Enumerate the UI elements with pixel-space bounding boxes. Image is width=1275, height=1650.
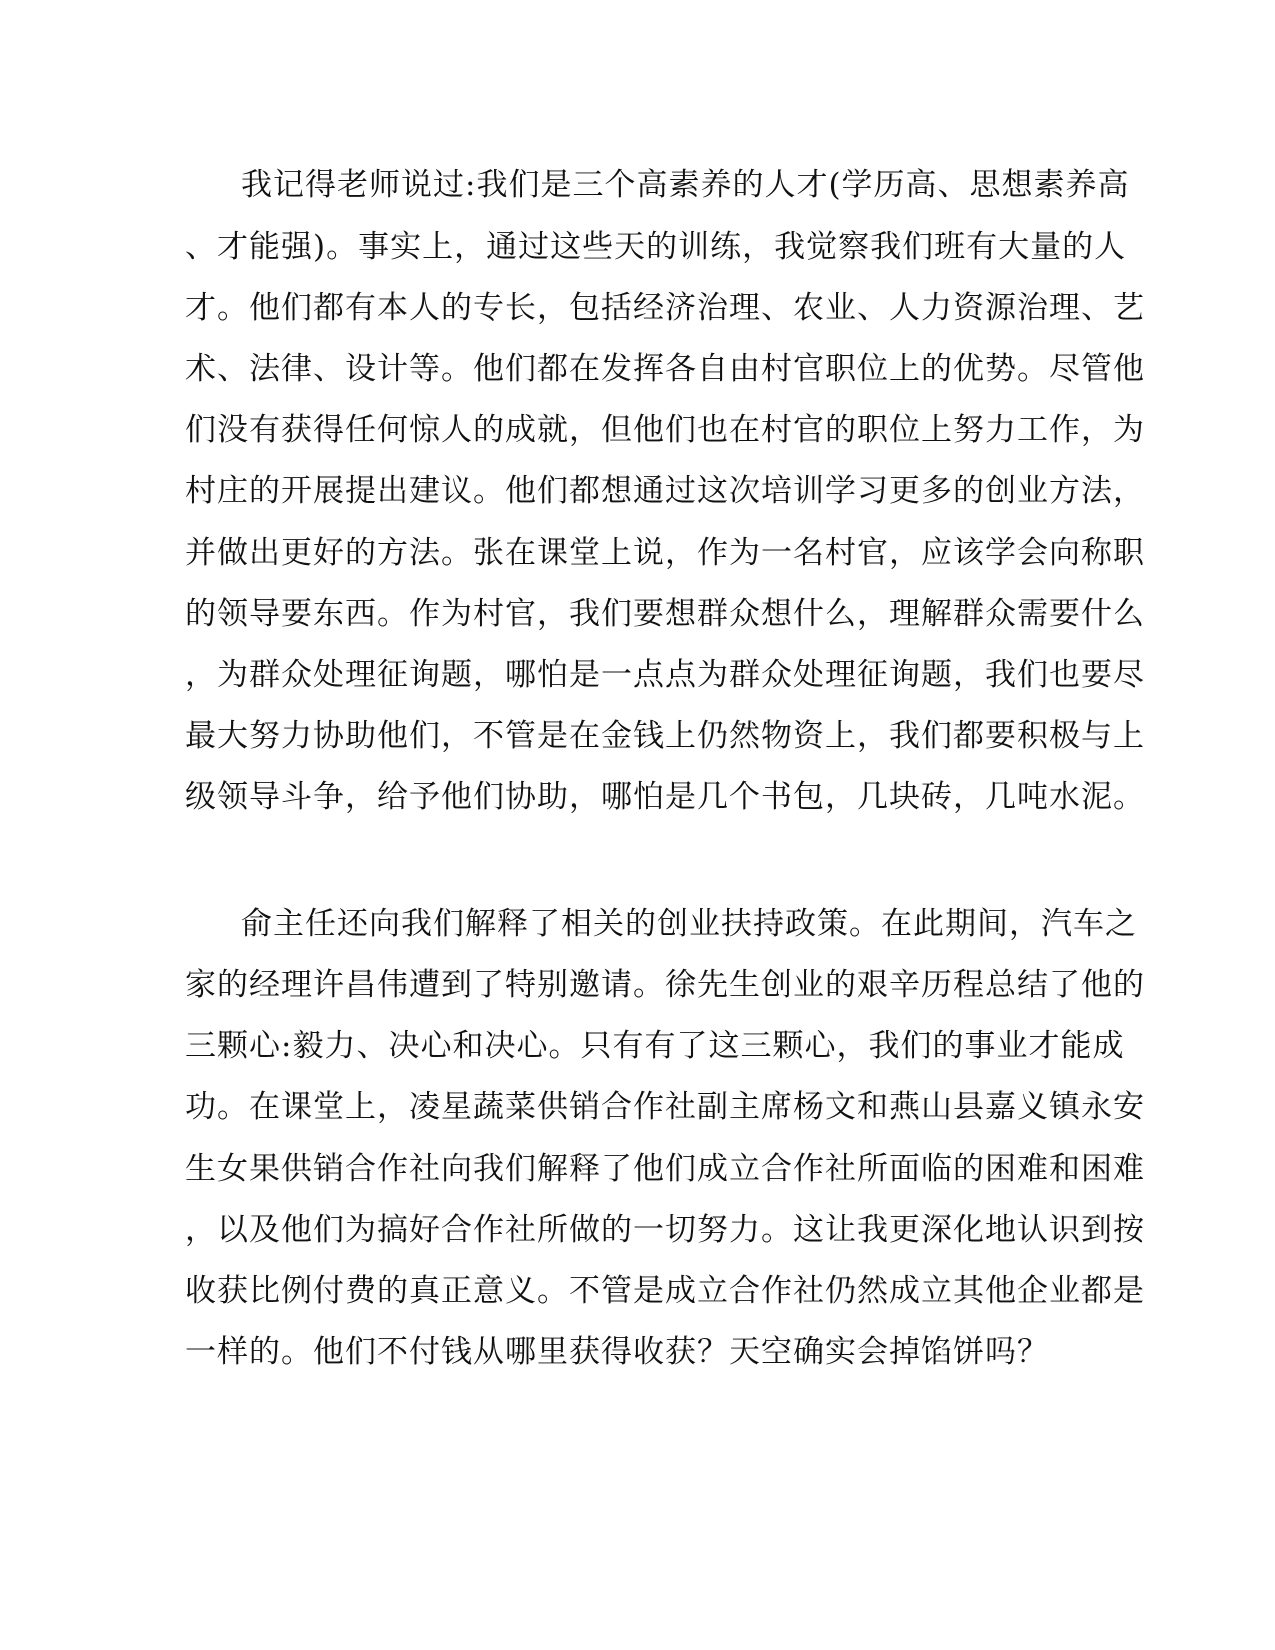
paragraph-line: 最大努力协助他们，不管是在金钱上仍然物资上，我们都要积极与上 bbox=[185, 718, 1145, 754]
paragraph-line: 并做出更好的方法。张在课堂上说，作为一名村官，应该学会向称职 bbox=[185, 535, 1145, 571]
paragraph-line: 三颗心:毅力、决心和决心。只有有了这三颗心，我们的事业才能成 bbox=[185, 1028, 1125, 1064]
paragraph-line: 收获比例付费的真正意义。不管是成立合作社仍然成立其他企业都是 bbox=[185, 1273, 1145, 1309]
paragraph-line: 术、法律、设计等。他们都在发挥各自由村官职位上的优势。尽管他 bbox=[185, 351, 1145, 387]
paragraph-line: 村庄的开展提出建议。他们都想通过这次培训学习更多的创业方法， bbox=[185, 473, 1145, 509]
paragraph-line: 的领导要东西。作为村官，我们要想群众想什么，理解群众需要什么 bbox=[185, 596, 1145, 632]
paragraph-line: 功。在课堂上，凌星蔬菜供销合作社副主席杨文和燕山县嘉义镇永安 bbox=[185, 1089, 1145, 1125]
paragraph-line: 俞主任还向我们解释了相关的创业扶持政策。在此期间，汽车之 bbox=[241, 906, 1137, 942]
paragraph-line: 级领导斗争，给予他们协助，哪怕是几个书包，几块砖，几吨水泥。 bbox=[185, 779, 1145, 815]
paragraph-line: 家的经理许昌伟遭到了特别邀请。徐先生创业的艰辛历程总结了他的 bbox=[185, 967, 1145, 1003]
paragraph-line: 才。他们都有本人的专长，包括经济治理、农业、人力资源治理、艺 bbox=[185, 290, 1145, 326]
paragraph-line: 们没有获得任何惊人的成就，但他们也在村官的职位上努力工作，为 bbox=[185, 412, 1145, 448]
paragraph-line: 一样的。他们不付钱从哪里获得收获？天空确实会掉馅饼吗？ bbox=[185, 1334, 1049, 1370]
paragraph-line: ，以及他们为搞好合作社所做的一切努力。这让我更深化地认识到按 bbox=[185, 1212, 1145, 1248]
paragraph-line: ，为群众处理征询题，哪怕是一点点为群众处理征询题，我们也要尽 bbox=[185, 657, 1145, 693]
paragraph-line: 我记得老师说过:我们是三个高素养的人才(学历高、思想素养高 bbox=[241, 167, 1130, 203]
paragraph-line: 生女果供销合作社向我们解释了他们成立合作社所面临的困难和困难 bbox=[185, 1151, 1145, 1187]
paragraph-line: 、才能强)。事实上，通过这些天的训练，我觉察我们班有大量的人 bbox=[185, 229, 1127, 265]
